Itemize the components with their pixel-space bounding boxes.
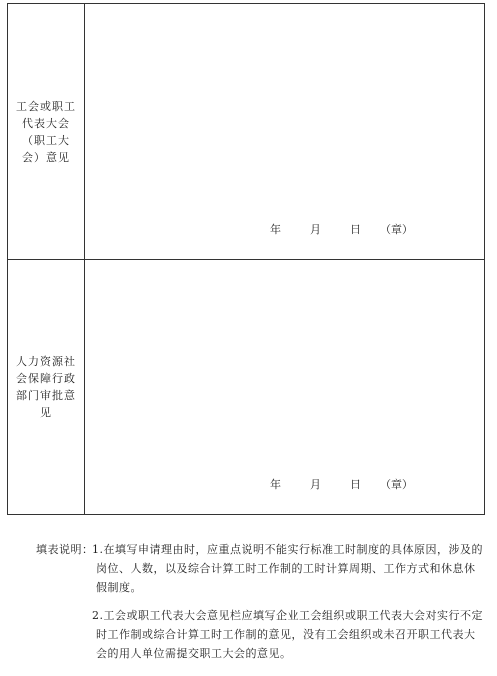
hr-approval-label: 人力资源社会保障行政部门审批意见 (16, 355, 76, 419)
date-day: 日 (350, 478, 361, 491)
union-opinion-label: 工会或职工代表大会（职工大会）意见 (16, 99, 76, 164)
union-opinion-field[interactable] (85, 4, 484, 259)
date-month: 月 (310, 223, 321, 236)
date-year: 年 (270, 478, 281, 491)
seal-label: （章） (380, 478, 413, 491)
hr-approval-row (8, 260, 484, 514)
hr-approval-field[interactable] (85, 260, 484, 514)
union-opinion-date-line (270, 221, 413, 237)
instructions-heading: 填表说明： (36, 543, 94, 556)
seal-label: （章） (380, 223, 413, 236)
approval-form-table (7, 3, 485, 515)
instruction-item-2: 2.工会或职工代表大会意见栏应填写企业工会组织或职工代表大会对实行不定时工作制或综合计算工时工作制的意见，没有工会组织或未召开职工代表大会的用人单位需提交职工大会的意见。 (92, 609, 483, 660)
date-day: 日 (350, 223, 361, 236)
date-year: 年 (270, 223, 281, 236)
instruction-item-1: 1.在填写申请理由时，应重点说明不能实行标准工时制度的具体原因，涉及的岗位、人数，以及综合计算工时工作制的工时计算周期、工作方式和休息休假制度。 (92, 543, 483, 594)
union-opinion-label-cell (8, 4, 85, 259)
hr-approval-label-cell (8, 260, 85, 514)
date-month: 月 (310, 478, 321, 491)
hr-approval-date-line (270, 476, 413, 492)
union-opinion-row (8, 4, 484, 260)
